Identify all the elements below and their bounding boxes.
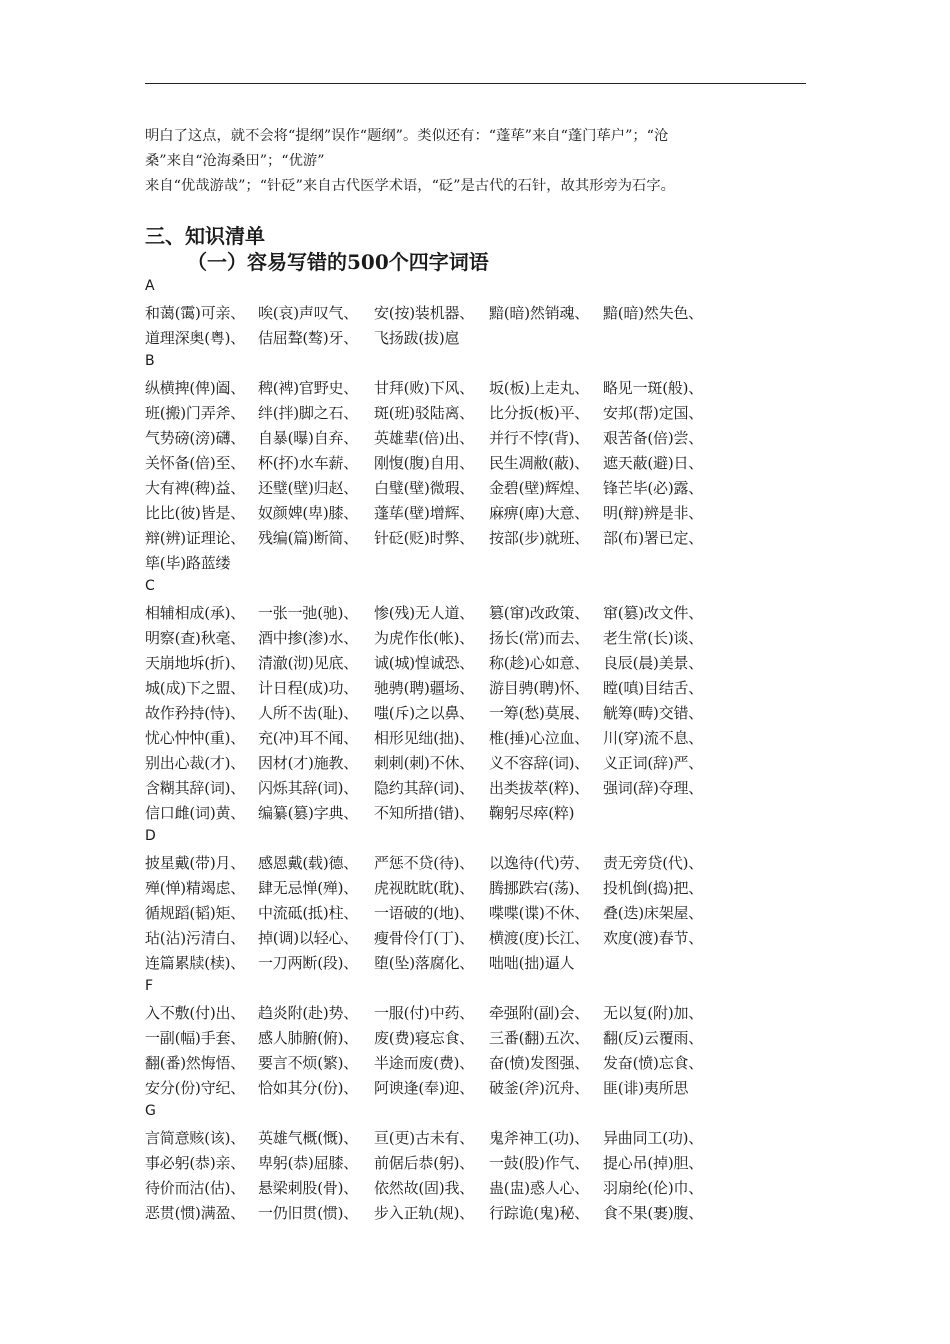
- group-letter: G: [145, 1103, 156, 1119]
- word-entry: 闪烁其辞(词)、: [258, 779, 359, 797]
- group-letter: D: [145, 828, 156, 844]
- word-entry: 责无旁贷(代)、: [603, 854, 704, 872]
- word-entry: 食不果(裹)腹、: [603, 1204, 704, 1222]
- word-entry: 明察(查)秋毫、: [145, 629, 246, 647]
- word-entry: 要言不烦(繁)、: [258, 1054, 359, 1072]
- word-entry: 稗(裨)官野史、: [258, 379, 359, 397]
- word-entry: 纵横捭(俾)阖、: [145, 379, 246, 397]
- word-entry: 杯(抔)水车薪、: [258, 454, 359, 472]
- word-entry: 以逸待(代)劳、: [489, 854, 590, 872]
- word-row: [145, 727, 815, 752]
- word-entry: 匪(诽)夷所思: [603, 1079, 689, 1097]
- word-row: [145, 652, 815, 677]
- word-entry: 投机倒(捣)把、: [603, 879, 704, 897]
- word-entry: 略见一斑(般)、: [603, 379, 704, 397]
- word-entry: 相辅相成(承)、: [145, 604, 246, 622]
- word-row: [145, 402, 815, 427]
- word-entry: 一服(付)中药、: [374, 1004, 475, 1022]
- word-entry: 羽扇纶(伦)巾、: [603, 1179, 704, 1197]
- word-entry: 瘦骨伶仃(丁)、: [374, 929, 475, 947]
- word-row: [145, 802, 815, 827]
- word-entry: 蓬荜(壁)增辉、: [374, 504, 475, 522]
- word-entry: 一副(幅)手套、: [145, 1029, 246, 1047]
- word-entry: 信口雌(词)黄、: [145, 804, 246, 822]
- word-entry: 一筹(愁)莫展、: [489, 704, 590, 722]
- word-entry: 麻痹(庳)大意、: [489, 504, 590, 522]
- subsection-heading: （一）容易写错的500个四字词语: [187, 250, 489, 274]
- word-entry: 老生常(长)谈、: [603, 629, 704, 647]
- word-entry: 明(辩)辨是非、: [603, 504, 704, 522]
- word-entry: 班(搬)门弄斧、: [145, 404, 246, 422]
- word-entry: 相形见绌(拙)、: [374, 729, 475, 747]
- word-row: [145, 902, 815, 927]
- word-row: [145, 1202, 815, 1227]
- word-entry: 自暴(曝)自弃、: [258, 429, 359, 447]
- word-entry: 人所不齿(耻)、: [258, 704, 359, 722]
- header-rule: [145, 83, 806, 84]
- word-entry: 刚愎(腹)自用、: [374, 454, 475, 472]
- word-entry: 刺刺(刺)不休、: [374, 754, 475, 772]
- word-entry: 一语破的(地)、: [374, 904, 475, 922]
- word-entry: 比分扳(板)平、: [489, 404, 590, 422]
- word-entry: 一鼓(股)作气、: [489, 1154, 590, 1172]
- word-entry: 坂(板)上走丸、: [489, 379, 590, 397]
- word-entry: 不知所措(错)、: [374, 804, 475, 822]
- word-entry: 牵强附(副)会、: [489, 1004, 590, 1022]
- word-entry: 一张一弛(驰)、: [258, 604, 359, 622]
- word-entry: 编纂(篡)字典、: [258, 804, 359, 822]
- word-entry: 称(趁)心如意、: [489, 654, 590, 672]
- word-row: [145, 877, 815, 902]
- word-row: [145, 377, 815, 402]
- word-entry: 瞠(嗔)目结舌、: [603, 679, 704, 697]
- word-entry: 叠(迭)床架屋、: [603, 904, 704, 922]
- word-entry: 废(费)寝忘食、: [374, 1029, 475, 1047]
- word-entry: 悬梁刺股(骨)、: [258, 1179, 359, 1197]
- word-entry: 循规蹈(韬)矩、: [145, 904, 246, 922]
- word-entry: 故作矜持(恃)、: [145, 704, 246, 722]
- word-entry: 强词(辞)夺理、: [603, 779, 704, 797]
- word-row: [145, 1027, 815, 1052]
- word-entry: 筚(毕)路蓝缕: [145, 554, 231, 572]
- word-entry: 奴颜婢(卑)膝、: [258, 504, 359, 522]
- word-entry: 清澈(沏)见底、: [258, 654, 359, 672]
- word-row: [145, 1077, 815, 1102]
- word-entry: 蛊(盅)惑人心、: [489, 1179, 590, 1197]
- word-entry: 披星戴(带)月、: [145, 854, 246, 872]
- word-entry: 飞扬跋(拔)扈: [374, 329, 460, 347]
- word-row: [145, 427, 815, 452]
- word-entry: 游目骋(聘)怀、: [489, 679, 590, 697]
- word-row: [145, 1152, 815, 1177]
- word-row: [145, 952, 815, 977]
- word-entry: 充(冲)耳不闻、: [258, 729, 359, 747]
- intro-line: 来自“优哉游哉”；“针砭”来自古代医学术语，“砭”是古代的石针，故其形旁为石字。: [145, 178, 675, 194]
- word-entry: 黯(暗)然失色、: [603, 304, 704, 322]
- word-entry: 义正词(辞)严、: [603, 754, 704, 772]
- word-entry: 玷(沾)污清白、: [145, 929, 246, 947]
- word-entry: 辩(辨)证理论、: [145, 529, 246, 547]
- word-entry: 发奋(愤)忘食、: [603, 1054, 704, 1072]
- word-entry: 唉(哀)声叹气、: [258, 304, 359, 322]
- word-entry: 椎(捶)心泣血、: [489, 729, 590, 747]
- word-row: [145, 527, 815, 552]
- word-entry: 前倨后恭(躬)、: [374, 1154, 475, 1172]
- word-entry: 驰骋(聘)疆场、: [374, 679, 475, 697]
- word-entry: 翻(番)然悔悟、: [145, 1054, 246, 1072]
- word-row: [145, 1177, 815, 1202]
- word-entry: 觥筹(畴)交错、: [603, 704, 704, 722]
- word-entry: 亘(更)古未有、: [374, 1129, 475, 1147]
- word-entry: 按部(步)就班、: [489, 529, 590, 547]
- word-entry: 残编(篇)断简、: [258, 529, 359, 547]
- word-entry: 无以复(附)加、: [603, 1004, 704, 1022]
- word-entry: 民生凋敝(蔽)、: [489, 454, 590, 472]
- word-entry: 英雄气概(慨)、: [258, 1129, 359, 1147]
- word-row: [145, 1127, 815, 1152]
- word-entry: 卑躬(恭)屈膝、: [258, 1154, 359, 1172]
- word-entry: 行踪诡(鬼)秘、: [489, 1204, 590, 1222]
- word-entry: 白璧(壁)微瑕、: [374, 479, 475, 497]
- word-entry: 一仍旧贯(惯)、: [258, 1204, 359, 1222]
- word-row: [145, 752, 815, 777]
- word-entry: 破釜(斧)沉舟、: [489, 1079, 590, 1097]
- word-entry: 扬长(常)而去、: [489, 629, 590, 647]
- word-entry: 绊(拌)脚之石、: [258, 404, 359, 422]
- word-entry: 趋炎附(赴)势、: [258, 1004, 359, 1022]
- word-entry: 连篇累牍(椟)、: [145, 954, 246, 972]
- word-entry: 待价而沽(估)、: [145, 1179, 246, 1197]
- word-entry: 嗤(斥)之以鼻、: [374, 704, 475, 722]
- word-entry: 遮天蔽(避)日、: [603, 454, 704, 472]
- word-entry: 奋(愤)发图强、: [489, 1054, 590, 1072]
- word-entry: 掉(调)以轻心、: [258, 929, 359, 947]
- word-entry: 计日程(成)功、: [258, 679, 359, 697]
- word-entry: 阿谀逢(奉)迎、: [374, 1079, 475, 1097]
- word-entry: 川(穿)流不息、: [603, 729, 704, 747]
- word-entry: 恰如其分(份)、: [258, 1079, 359, 1097]
- word-entry: 鬼斧神工(功)、: [489, 1129, 590, 1147]
- intro-line: 明白了这点，就不会将“提纲”误作“题纲”。类似还有：“蓬荜”来自“蓬门荜户”；“沧: [145, 128, 669, 144]
- word-entry: 锋芒毕(必)露、: [603, 479, 704, 497]
- word-entry: 佶屈聱(骜)牙、: [258, 329, 359, 347]
- word-entry: 天崩地坼(折)、: [145, 654, 246, 672]
- word-entry: 感恩戴(载)德、: [258, 854, 359, 872]
- group-letter: C: [145, 578, 155, 594]
- word-entry: 气势磅(滂)礴、: [145, 429, 246, 447]
- word-entry: 金碧(壁)辉煌、: [489, 479, 590, 497]
- word-row: [145, 627, 815, 652]
- word-row: [145, 302, 815, 327]
- word-entry: 城(成)下之盟、: [145, 679, 246, 697]
- word-entry: 英雄辈(倍)出、: [374, 429, 475, 447]
- word-entry: 翻(反)云覆雨、: [603, 1029, 704, 1047]
- word-entry: 横渡(度)长江、: [489, 929, 590, 947]
- word-row: [145, 502, 815, 527]
- word-entry: 因材(才)施教、: [258, 754, 359, 772]
- word-row: [145, 452, 815, 477]
- word-entry: 酒中掺(渗)水、: [258, 629, 359, 647]
- word-entry: 堕(坠)落腐化、: [374, 954, 475, 972]
- word-entry: 肆无忌惮(殚)、: [258, 879, 359, 897]
- word-entry: 腾挪跌宕(荡)、: [489, 879, 590, 897]
- word-row: [145, 327, 815, 352]
- word-entry: 还璧(壁)归赵、: [258, 479, 359, 497]
- word-entry: 咄咄(拙)逼人: [489, 954, 575, 972]
- group-letter: A: [145, 278, 155, 294]
- word-entry: 殚(惮)精竭虑、: [145, 879, 246, 897]
- word-entry: 依然故(固)我、: [374, 1179, 475, 1197]
- word-entry: 严惩不贷(待)、: [374, 854, 475, 872]
- word-entry: 欢度(渡)春节、: [603, 929, 704, 947]
- word-entry: 针砭(贬)时弊、: [374, 529, 475, 547]
- word-entry: 义不容辞(词)、: [489, 754, 590, 772]
- word-row: [145, 552, 815, 577]
- word-entry: 步入正轨(规)、: [374, 1204, 475, 1222]
- intro-line: 桑”来自“沧海桑田”；“优游”: [145, 153, 325, 169]
- group-letter: F: [145, 978, 154, 994]
- word-entry: 虎视眈眈(耽)、: [374, 879, 475, 897]
- word-entry: 别出心裁(才)、: [145, 754, 246, 772]
- word-row: [145, 927, 815, 952]
- word-entry: 惨(残)无人道、: [374, 604, 475, 622]
- word-entry: 中流砥(抵)柱、: [258, 904, 359, 922]
- word-entry: 比比(彼)皆是、: [145, 504, 246, 522]
- word-entry: 一刀两断(段)、: [258, 954, 359, 972]
- word-entry: 道理深奥(粤)、: [145, 329, 246, 347]
- word-entry: 含糊其辞(词)、: [145, 779, 246, 797]
- word-row: [145, 677, 815, 702]
- section-heading: 三、知识清单: [145, 224, 265, 248]
- word-entry: 窜(篡)改文件、: [603, 604, 704, 622]
- word-entry: 为虎作伥(帐)、: [374, 629, 475, 647]
- word-entry: 忧心忡忡(重)、: [145, 729, 246, 747]
- word-entry: 感人肺腑(俯)、: [258, 1029, 359, 1047]
- word-entry: 喋喋(谍)不休、: [489, 904, 590, 922]
- word-entry: 黯(暗)然销魂、: [489, 304, 590, 322]
- word-entry: 言简意赅(该)、: [145, 1129, 246, 1147]
- word-entry: 鞠躬尽瘁(粹): [489, 804, 575, 822]
- word-entry: 安邦(帮)定国、: [603, 404, 704, 422]
- word-entry: 异曲同工(功)、: [603, 1129, 704, 1147]
- word-entry: 良辰(晨)美景、: [603, 654, 704, 672]
- word-entry: 隐约其辞(词)、: [374, 779, 475, 797]
- word-entry: 篡(窜)改政策、: [489, 604, 590, 622]
- word-entry: 斑(班)驳陆离、: [374, 404, 475, 422]
- word-entry: 大有裨(稗)益、: [145, 479, 246, 497]
- word-entry: 和蔼(霭)可亲、: [145, 304, 246, 322]
- group-letter: B: [145, 353, 155, 369]
- word-row: [145, 1052, 815, 1077]
- word-entry: 部(布)署已定、: [603, 529, 704, 547]
- word-entry: 提心吊(掉)胆、: [603, 1154, 704, 1172]
- word-row: [145, 852, 815, 877]
- word-entry: 艰苦备(倍)尝、: [603, 429, 704, 447]
- word-row: [145, 777, 815, 802]
- word-entry: 入不敷(付)出、: [145, 1004, 246, 1022]
- word-row: [145, 477, 815, 502]
- word-entry: 出类拔萃(粹)、: [489, 779, 590, 797]
- word-entry: 三番(翻)五次、: [489, 1029, 590, 1047]
- word-row: [145, 702, 815, 727]
- word-entry: 安(按)装机器、: [374, 304, 475, 322]
- word-entry: 并行不悖(背)、: [489, 429, 590, 447]
- word-row: [145, 602, 815, 627]
- word-entry: 事必躬(恭)亲、: [145, 1154, 246, 1172]
- word-entry: 安分(份)守纪、: [145, 1079, 246, 1097]
- word-entry: 恶贯(惯)满盈、: [145, 1204, 246, 1222]
- word-row: [145, 1002, 815, 1027]
- word-entry: 甘拜(败)下风、: [374, 379, 475, 397]
- word-entry: 半途而废(费)、: [374, 1054, 475, 1072]
- word-entry: 关怀备(倍)至、: [145, 454, 246, 472]
- word-entry: 诚(城)惶诚恐、: [374, 654, 475, 672]
